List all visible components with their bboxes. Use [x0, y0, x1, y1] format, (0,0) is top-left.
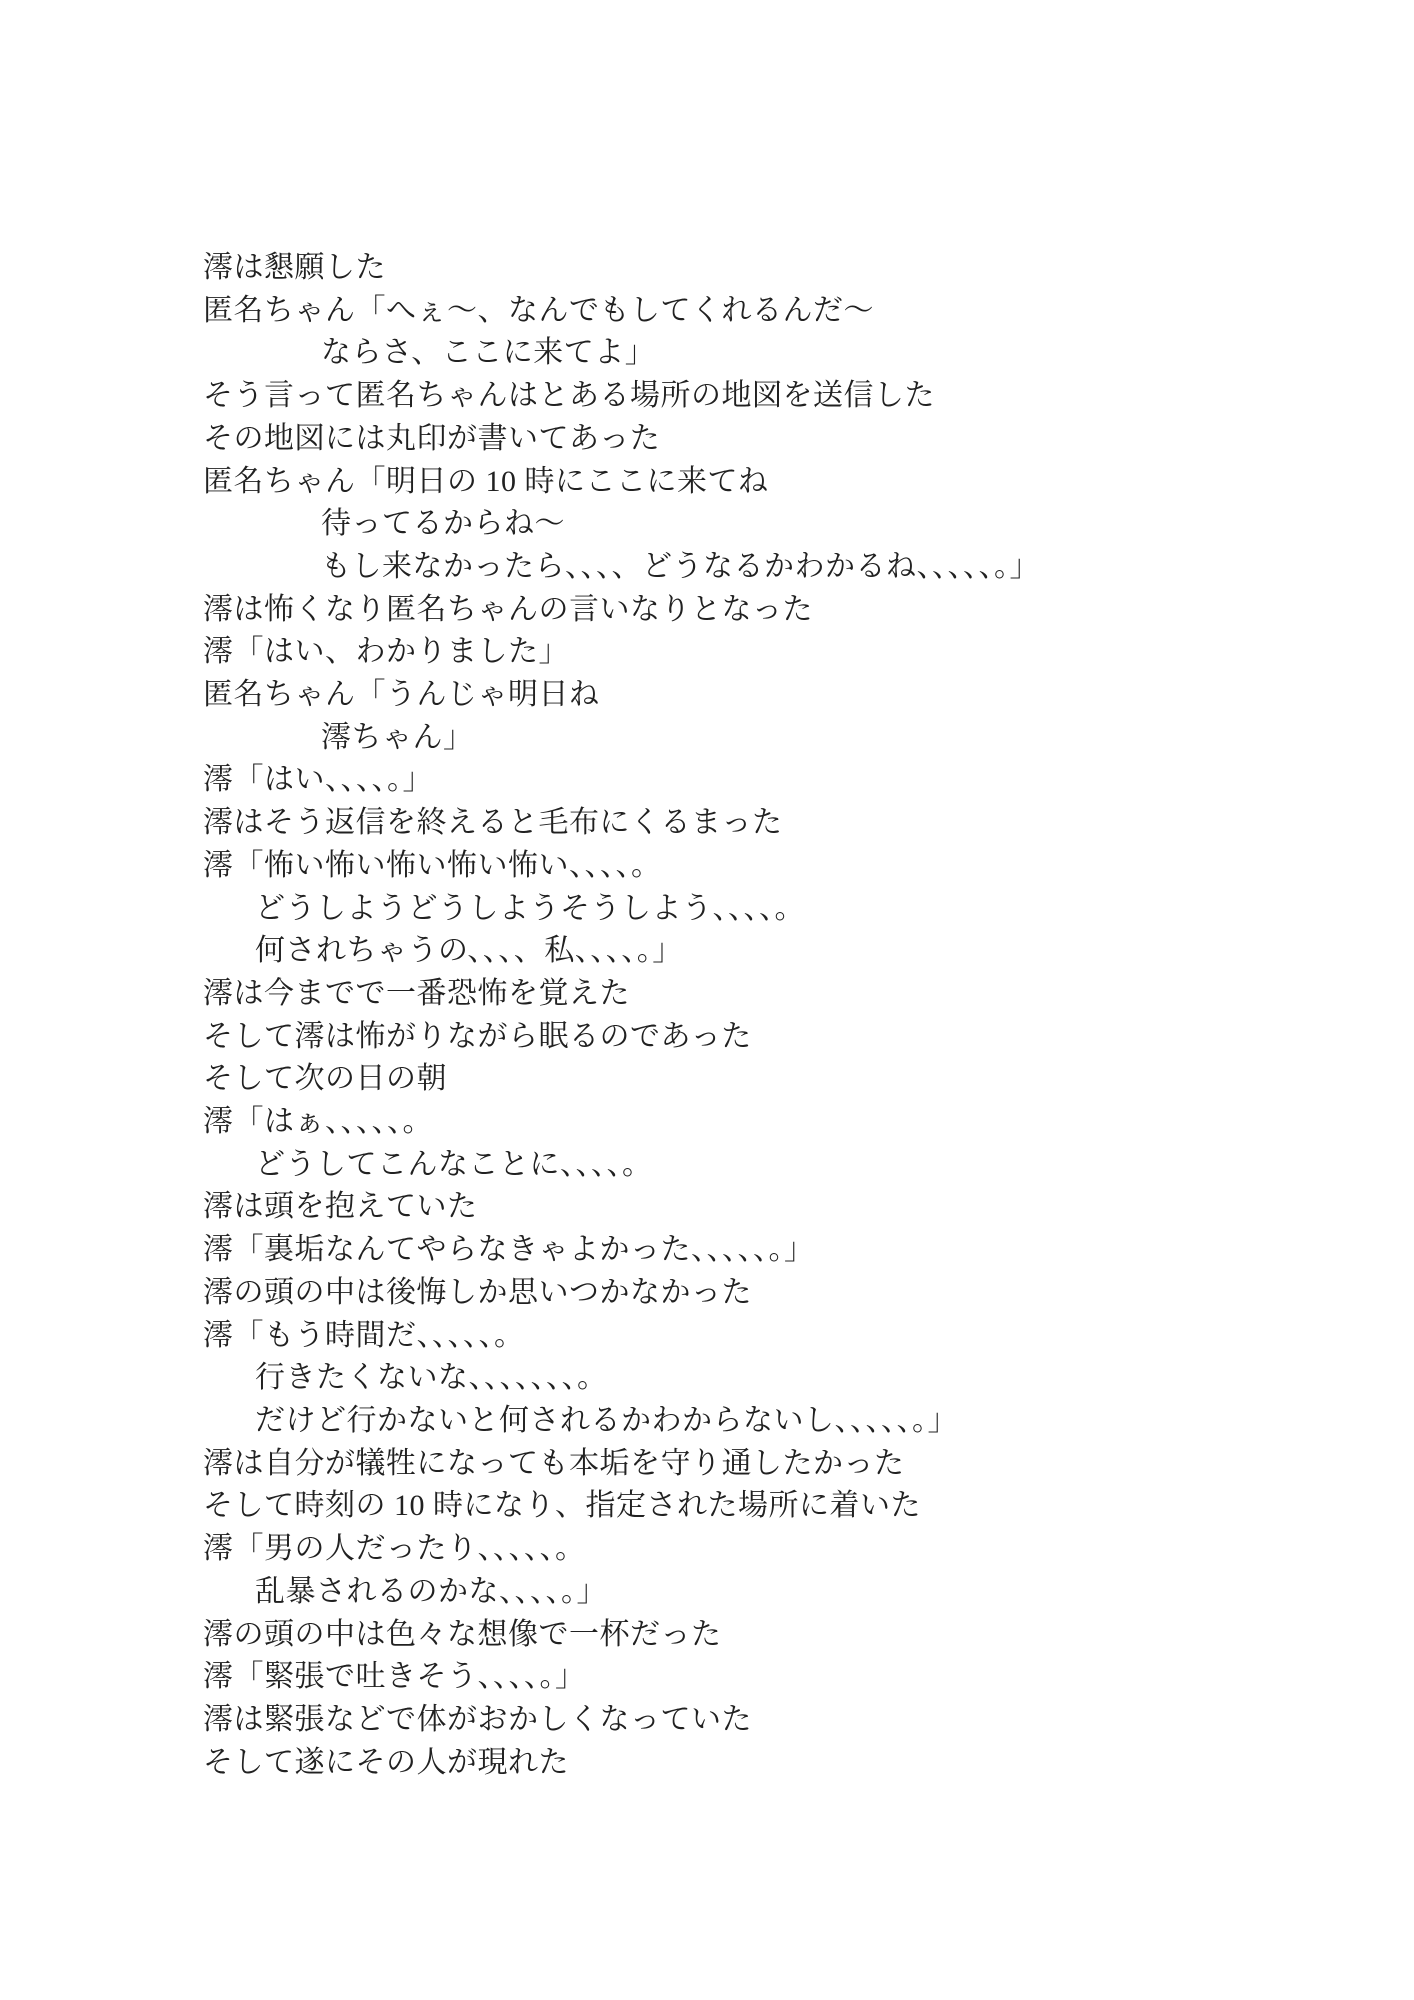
- text-line: そして澪は怖がりながら眠るのであった: [203, 1019, 752, 1053]
- text-line: 待ってるからね～: [321, 507, 565, 541]
- text-line: 澪は懇願した: [203, 251, 386, 284]
- text-line: 澪「はい、わかりました」: [203, 635, 569, 669]
- text-line: 行きたくないな、、、、、、、。: [255, 1361, 608, 1395]
- text-line: 澪「怖い怖い怖い怖い怖い、、、、。: [203, 848, 662, 882]
- text-line: 澪「もう時間だ、、、、、。: [203, 1318, 525, 1352]
- text-line: もし来なかったら、、、、どうなるかわかるね、、、、、。」: [321, 549, 1040, 583]
- text-line: 匿名ちゃん「うんじゃ明日ね: [203, 678, 600, 712]
- text-line: 匿名ちゃん「明日の 10 時にここに来てね: [203, 464, 769, 498]
- text-line: 澪「はい、、、、。」: [203, 763, 433, 797]
- text-line: そして遂にその人が現れた: [203, 1745, 569, 1779]
- text-line: 澪は今までで一番恐怖を覚えた: [203, 976, 630, 1010]
- text-line: 澪は頭を抱えていた: [203, 1190, 478, 1224]
- text-line: 澪は緊張などで体がおかしくなっていた: [203, 1702, 752, 1736]
- text-line: その地図には丸印が書いてあった: [203, 421, 661, 455]
- text-line: 澪の頭の中は後悔しか思いつかなかった: [203, 1275, 752, 1309]
- text-line: どうしようどうしようそうしよう、、、、。: [255, 891, 805, 925]
- text-line: 澪はそう返信を終えると毛布にくるまった: [203, 806, 783, 840]
- text-line: 澪「裏垢なんてやらなきゃよかった、、、、、。」: [203, 1233, 815, 1267]
- text-line: 澪の頭の中は色々な想像で一杯だった: [203, 1617, 722, 1651]
- text-line: 澪は自分が犠牲になっても本垢を守り通したかった: [203, 1446, 905, 1480]
- text-line: ならさ、ここに来てよ」: [321, 336, 656, 370]
- text-line: 澪ちゃん」: [321, 720, 474, 754]
- text-line: 澪「男の人だったり、、、、、。: [203, 1532, 586, 1566]
- text-line: そして時刻の 10 時になり、指定された場所に着いた: [203, 1489, 921, 1523]
- text-line: 乱暴されるのかな、、、、。」: [255, 1574, 607, 1608]
- text-line: そう言って匿名ちゃんはとある場所の地図を送信した: [203, 379, 935, 413]
- story-text-block: [203, 247, 1283, 1784]
- text-line: 澪「はぁ、、、、、。: [203, 1105, 433, 1139]
- text-line: そして次の日の朝: [203, 1062, 447, 1096]
- text-line: 澪「緊張で吐きそう、、、、。」: [203, 1660, 586, 1694]
- text-line: どうしてこんなことに、、、、。: [255, 1147, 653, 1181]
- text-line: 匿名ちゃん「へぇ～、なんでもしてくれるんだ～: [203, 293, 874, 327]
- text-line: 澪は怖くなり匿名ちゃんの言いなりとなった: [203, 592, 813, 626]
- text-line: 何されちゃうの、、、、私、、、、。」: [255, 934, 683, 968]
- text-line: だけど行かないと何されるかわからないし、、、、、。」: [255, 1403, 958, 1437]
